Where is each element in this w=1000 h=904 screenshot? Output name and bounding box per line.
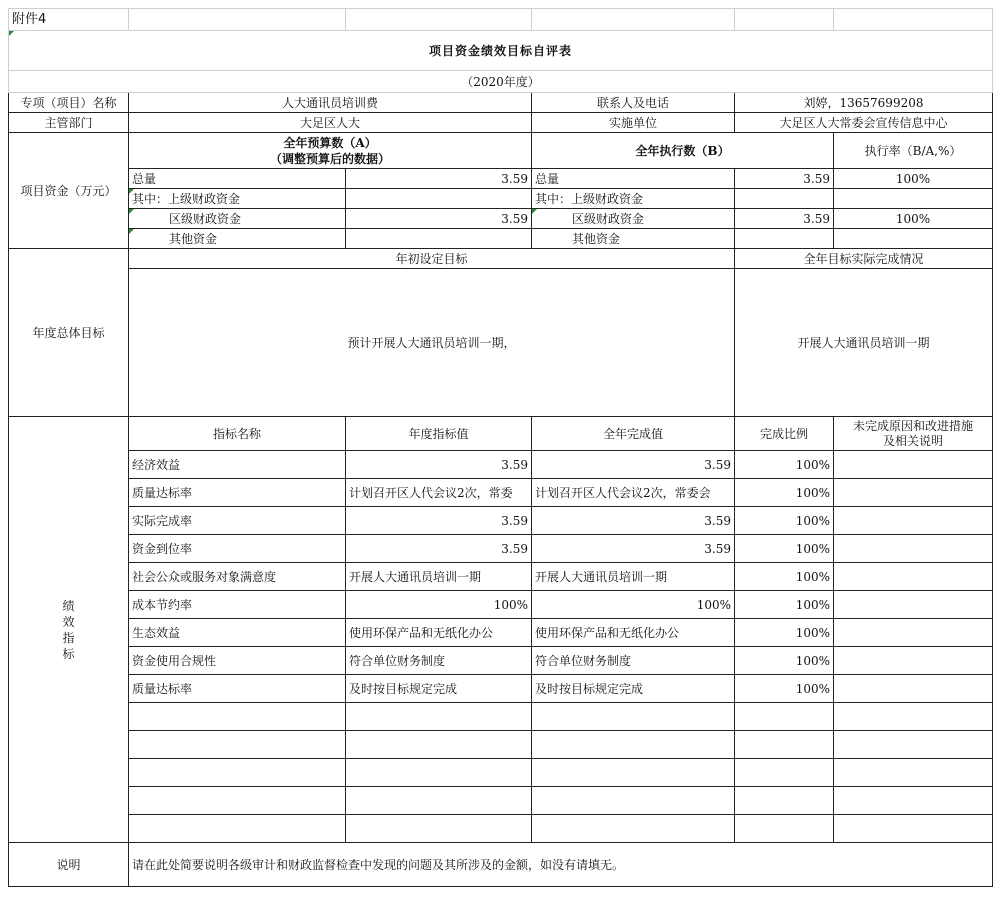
indicator-name: 经济效益 [129, 451, 346, 479]
indicator-row [9, 731, 993, 759]
indicator-name: 成本节约率 [129, 591, 346, 619]
funds-section-label: 项目资金（万元） [9, 133, 129, 249]
funds-value-a [346, 229, 532, 249]
indicator-reason [834, 787, 993, 815]
indicator-reason [834, 591, 993, 619]
funds-label-a: 总量 [129, 169, 346, 189]
indicator-done [532, 759, 735, 787]
indicator-reason-header-line2: 及相关说明 [882, 433, 943, 448]
indicator-done: 3.59 [532, 451, 735, 479]
implementer-value: 大足区人大常委会宣传信息中心 [735, 113, 993, 133]
indicator-done: 开展人大通讯员培训一期 [532, 563, 735, 591]
funds-label-b: 其他资金 [532, 229, 735, 249]
indicator-target: 开展人大通讯员培训一期 [346, 563, 532, 591]
indicator-ratio: 100% [735, 479, 834, 507]
title-row [9, 31, 993, 71]
indicator-name [129, 759, 346, 787]
budget-header-line1: 全年预算数（A） [283, 135, 377, 150]
indicator-reason [834, 535, 993, 563]
project-name-row [9, 93, 993, 113]
indicator-ratio [735, 787, 834, 815]
indicator-name: 实际完成率 [129, 507, 346, 535]
page-title: 项目资金绩效目标自评表 [9, 31, 993, 71]
indicator-done [532, 815, 735, 843]
indicator-target [346, 759, 532, 787]
evaluation-table [8, 8, 993, 887]
indicators-section-char: 绩 [62, 598, 75, 613]
indicator-ratio [735, 759, 834, 787]
project-name-label: 专项（项目）名称 [9, 93, 129, 113]
indicators-section-label [9, 417, 129, 843]
indicator-ratio: 100% [735, 507, 834, 535]
indicator-name-header: 指标名称 [129, 417, 346, 451]
indicator-reason [834, 759, 993, 787]
indicator-reason [834, 619, 993, 647]
indicator-reason [834, 563, 993, 591]
indicator-reason [834, 647, 993, 675]
indicator-row [9, 535, 993, 563]
indicator-ratio: 100% [735, 619, 834, 647]
indicator-row [9, 815, 993, 843]
indicator-ratio [735, 815, 834, 843]
funds-value-b: 3.59 [735, 209, 834, 229]
indicator-ratio [735, 731, 834, 759]
funds-row [9, 169, 993, 189]
funds-value-a: 3.59 [346, 169, 532, 189]
funds-row [9, 209, 993, 229]
contact-label: 联系人及电话 [532, 93, 735, 113]
note-text: 请在此处简要说明各级审计和财政监督检查中发现的问题及其所涉及的金额，如没有请填无。 [129, 843, 993, 887]
funds-label-a: 其中：上级财政资金 [129, 189, 346, 209]
indicator-done: 3.59 [532, 507, 735, 535]
execution-header: 全年执行数（B） [532, 133, 834, 169]
indicator-ratio [735, 703, 834, 731]
indicator-reason-header-line1: 未完成原因和改进措施 [852, 418, 973, 433]
year-label: （2020年度） [9, 71, 993, 93]
indicator-name: 质量达标率 [129, 479, 346, 507]
indicator-row [9, 507, 993, 535]
budget-header [129, 133, 532, 169]
indicator-reason [834, 507, 993, 535]
project-name-value: 人大通讯员培训费 [129, 93, 532, 113]
note-row [9, 843, 993, 887]
indicator-done-header: 全年完成值 [532, 417, 735, 451]
indicator-target [346, 731, 532, 759]
funds-rate [834, 189, 993, 209]
goals-actual-text: 开展人大通讯员培训一期 [735, 269, 993, 417]
indicator-target [346, 703, 532, 731]
funds-label-a: 其他资金 [129, 229, 346, 249]
department-value: 大足区人大 [129, 113, 532, 133]
goals-content-row [9, 269, 993, 417]
indicator-name: 质量达标率 [129, 675, 346, 703]
indicator-row [9, 703, 993, 731]
indicator-reason [834, 703, 993, 731]
goals-plan-text: 预计开展人大通讯员培训一期， [129, 269, 735, 417]
funds-label-b: 其中：上级财政资金 [532, 189, 735, 209]
attachment-label: 附件4 [9, 9, 129, 31]
indicator-ratio-header: 完成比例 [735, 417, 834, 451]
indicator-row [9, 591, 993, 619]
indicator-done: 符合单位财务制度 [532, 647, 735, 675]
indicator-done: 使用环保产品和无纸化办公 [532, 619, 735, 647]
indicators-section-char: 标 [62, 646, 75, 661]
indicators-header-row [9, 417, 993, 451]
funds-value-a: 3.59 [346, 209, 532, 229]
funds-rate: 100% [834, 169, 993, 189]
rate-header: 执行率（B/A,%） [834, 133, 993, 169]
indicator-target: 使用环保产品和无纸化办公 [346, 619, 532, 647]
indicator-target: 符合单位财务制度 [346, 647, 532, 675]
indicators-section-char: 指 [62, 630, 75, 645]
indicator-done [532, 731, 735, 759]
indicator-target: 3.59 [346, 451, 532, 479]
department-row [9, 113, 993, 133]
indicator-row [9, 675, 993, 703]
indicator-name: 生态效益 [129, 619, 346, 647]
indicator-target [346, 815, 532, 843]
funds-value-b [735, 189, 834, 209]
indicator-name: 资金使用合规性 [129, 647, 346, 675]
implementer-label: 实施单位 [532, 113, 735, 133]
indicator-target: 100% [346, 591, 532, 619]
funds-header-row [9, 133, 993, 169]
funds-label-a: 区级财政资金 [129, 209, 346, 229]
indicator-name: 资金到位率 [129, 535, 346, 563]
indicator-ratio: 100% [735, 451, 834, 479]
year-row [9, 71, 993, 93]
indicator-ratio: 100% [735, 535, 834, 563]
funds-value-b [735, 229, 834, 249]
indicator-row [9, 647, 993, 675]
indicator-reason [834, 731, 993, 759]
indicator-target-header: 年度指标值 [346, 417, 532, 451]
indicator-reason-header [834, 417, 993, 451]
goals-header-row [9, 249, 993, 269]
indicator-reason [834, 479, 993, 507]
indicator-target: 及时按目标规定完成 [346, 675, 532, 703]
indicator-ratio: 100% [735, 675, 834, 703]
indicator-row [9, 759, 993, 787]
indicator-target: 3.59 [346, 535, 532, 563]
indicator-ratio: 100% [735, 563, 834, 591]
indicator-done: 100% [532, 591, 735, 619]
indicator-done [532, 703, 735, 731]
indicator-row [9, 619, 993, 647]
indicator-done: 3.59 [532, 535, 735, 563]
note-label: 说明 [9, 843, 129, 887]
funds-value-a [346, 189, 532, 209]
indicator-target: 计划召开区人代会议2次，常委 [346, 479, 532, 507]
goals-actual-header: 全年目标实际完成情况 [735, 249, 993, 269]
indicator-ratio: 100% [735, 591, 834, 619]
goals-plan-header: 年初设定目标 [129, 249, 735, 269]
indicator-name [129, 815, 346, 843]
indicator-name [129, 703, 346, 731]
indicator-name [129, 731, 346, 759]
indicator-done [532, 787, 735, 815]
indicator-name [129, 787, 346, 815]
indicator-row [9, 479, 993, 507]
indicator-done: 及时按目标规定完成 [532, 675, 735, 703]
indicators-section-char: 效 [62, 614, 75, 629]
funds-rate [834, 229, 993, 249]
funds-row [9, 189, 993, 209]
indicator-name: 社会公众或服务对象满意度 [129, 563, 346, 591]
department-label: 主管部门 [9, 113, 129, 133]
goals-section-label: 年度总体目标 [9, 249, 129, 417]
indicator-reason [834, 815, 993, 843]
funds-label-b: 区级财政资金 [532, 209, 735, 229]
indicator-row [9, 563, 993, 591]
indicator-row [9, 787, 993, 815]
indicator-target [346, 787, 532, 815]
funds-label-b: 总量 [532, 169, 735, 189]
attachment-row [9, 9, 993, 31]
indicator-row [9, 451, 993, 479]
indicator-reason [834, 451, 993, 479]
indicator-done: 计划召开区人代会议2次，常委会 [532, 479, 735, 507]
funds-value-b: 3.59 [735, 169, 834, 189]
contact-value: 刘婷，13657699208 [735, 93, 993, 113]
indicator-reason [834, 675, 993, 703]
indicator-ratio: 100% [735, 647, 834, 675]
funds-rate: 100% [834, 209, 993, 229]
funds-row [9, 229, 993, 249]
indicator-target: 3.59 [346, 507, 532, 535]
budget-header-line2: （调整预算后的数据） [269, 151, 390, 166]
